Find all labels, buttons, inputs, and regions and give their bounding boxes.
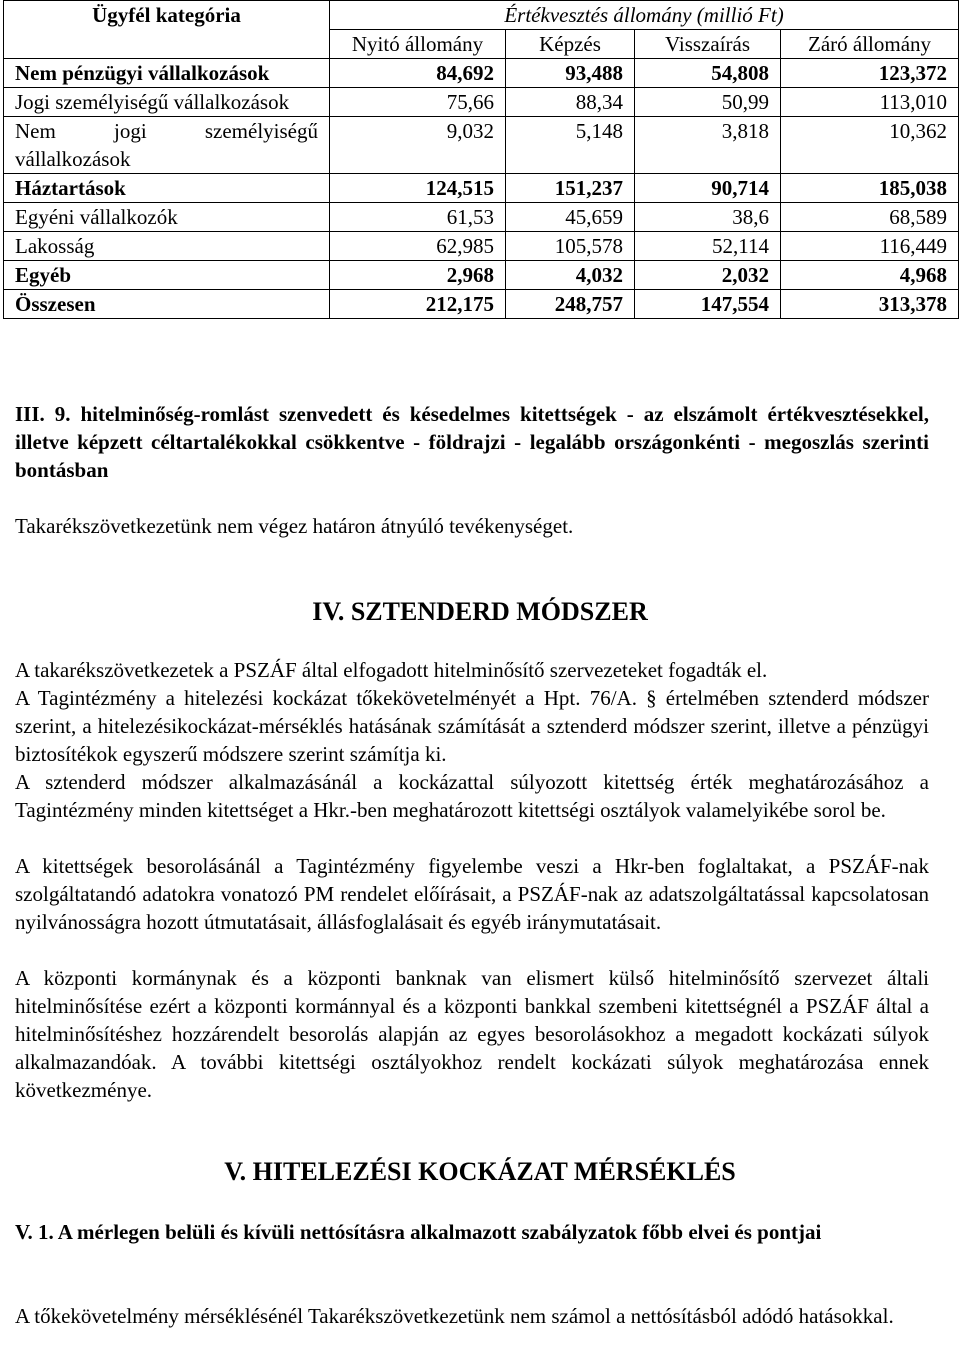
section-v1-title: V. 1. A mérlegen belüli és kívüli nettósításra alkalmazott szabályzatok főbb elvei és pontjai [15,1220,822,1244]
row-category: Összesen [4,290,330,319]
row-category: Háztartások [4,174,330,203]
category-header: Ügyfél kategória [4,1,330,59]
row-value: 62,985 [330,232,506,261]
row-value: 313,378 [781,290,959,319]
section-iv-paragraph: A sztenderd módszer alkalmazásánál a kockázattal súlyozott kitettség érték meghatározásához a Tagintézmény minden kitettséget a Hkr.-ben meghatározott kitettségi osztályok valamelyikébe sorol be. [15,770,929,822]
column-header: Képzés [506,30,635,59]
row-value: 61,53 [330,203,506,232]
table-row [4,232,959,261]
row-value: 113,010 [781,88,959,117]
section-iv-paragraph: A takarékszövetkezetek a PSZÁF által elfogadott hitelminősítő szervezeteket fogadták el. [15,658,768,682]
row-value: 50,99 [635,88,781,117]
row-value: 90,714 [635,174,781,203]
section-iii9-title: III. 9. hitelminőség-romlást szenvedett és késedelmes kitettségek - az elszámolt értékvesztésekkel, illetve képzett céltartalékokkal csökkentve - földrajzi - legalább országonkénti - megoszlás szerinti bontásban [15,402,929,482]
row-value: 123,372 [781,59,959,88]
row-category: Nem pénzügyi vállalkozások [4,59,330,88]
row-value: 4,968 [781,261,959,290]
column-header: Visszaírás [635,30,781,59]
section-v-heading: V. HITELEZÉSI KOCKÁZAT MÉRSÉKLÉS [224,1157,736,1186]
section-iv-paragraph: A központi kormánynak és a központi banknak van elismert külső hitelminősítő szervezet általi hitelminősítése ezért a központi kormánnyal és a központi bankkal szembeni kitettségnél a PSZÁF által a hitelminősítéshez hozzárendelt besorolás alapján az egyes besorolásokhoz a megadott kockázati súlyok alkalmazandóak. A további kitettségi osztályokhoz rendelt kockázati súlyok meghatározása ennek következménye. [15,966,929,1102]
section-iii9-text: Takarékszövetkezetünk nem végez határon átnyúló tevékenységet. [15,514,574,538]
row-value: 212,175 [330,290,506,319]
row-category: Egyéni vállalkozók [4,203,330,232]
table-row [4,88,959,117]
row-value: 2,032 [635,261,781,290]
row-value: 9,032 [330,117,506,174]
row-value: 248,757 [506,290,635,319]
row-value: 52,114 [635,232,781,261]
table-row [4,290,959,319]
row-value: 54,808 [635,59,781,88]
table-row [4,117,959,174]
row-category: Lakosság [4,232,330,261]
row-value: 88,34 [506,88,635,117]
row-category: Egyéb [4,261,330,290]
table-row [4,59,959,88]
section-iv-paragraph: A kitettségek besorolásánál a Tagintézmény figyelembe veszi a Hkr-ben foglaltakat, a PSZÁF-nak szolgáltatandó adatokra vonatozó PM rendelet előírásait, a PSZÁF-nak az adatszolgáltatással kapcsolatosan nyilvánosságra hozott útmutatásait, állásfoglalásait és egyéb iránymutatásait. [15,854,929,934]
row-value: 68,589 [781,203,959,232]
row-value: 105,578 [506,232,635,261]
row-value: 147,554 [635,290,781,319]
row-value: 2,968 [330,261,506,290]
section-iv-heading: IV. SZTENDERD MÓDSZER [312,597,648,626]
table-row [4,203,959,232]
column-header: Nyitó állomány [330,30,506,59]
table-row [4,174,959,203]
section-v1-text: A tőkekövetelmény mérséklésénél Takarékszövetkezetünk nem számol a nettósításból adódó hatásokkal. [15,1304,894,1328]
column-header: Záró állomány [781,30,959,59]
row-value: 10,362 [781,117,959,174]
row-value: 84,692 [330,59,506,88]
group-header: Értékvesztés állomány (millió Ft) [330,1,959,30]
row-category: Jogi személyiségű vállalkozások [4,88,330,117]
row-value: 38,6 [635,203,781,232]
row-value: 93,488 [506,59,635,88]
table-header-row [4,1,959,30]
section-iv-paragraph: A Tagintézmény a hitelezési kockázat tőkekövetelményét a Hpt. 76/A. § értelmében sztenderd módszer szerint, a hitelezésikockázat-mérséklés hatásának számítását a sztenderd módszer szerint, illetve a pénzügyi biztosítékok egyszerű módszere szerint számítja ki. [15,686,929,766]
row-value: 3,818 [635,117,781,174]
row-value: 75,66 [330,88,506,117]
row-value: 116,449 [781,232,959,261]
table-row [4,261,959,290]
row-category: Nem jogi személyiségű vállalkozások [4,117,330,174]
row-value: 45,659 [506,203,635,232]
row-value: 4,032 [506,261,635,290]
impairment-table [3,0,959,319]
row-value: 185,038 [781,174,959,203]
row-value: 151,237 [506,174,635,203]
row-value: 124,515 [330,174,506,203]
row-value: 5,148 [506,117,635,174]
